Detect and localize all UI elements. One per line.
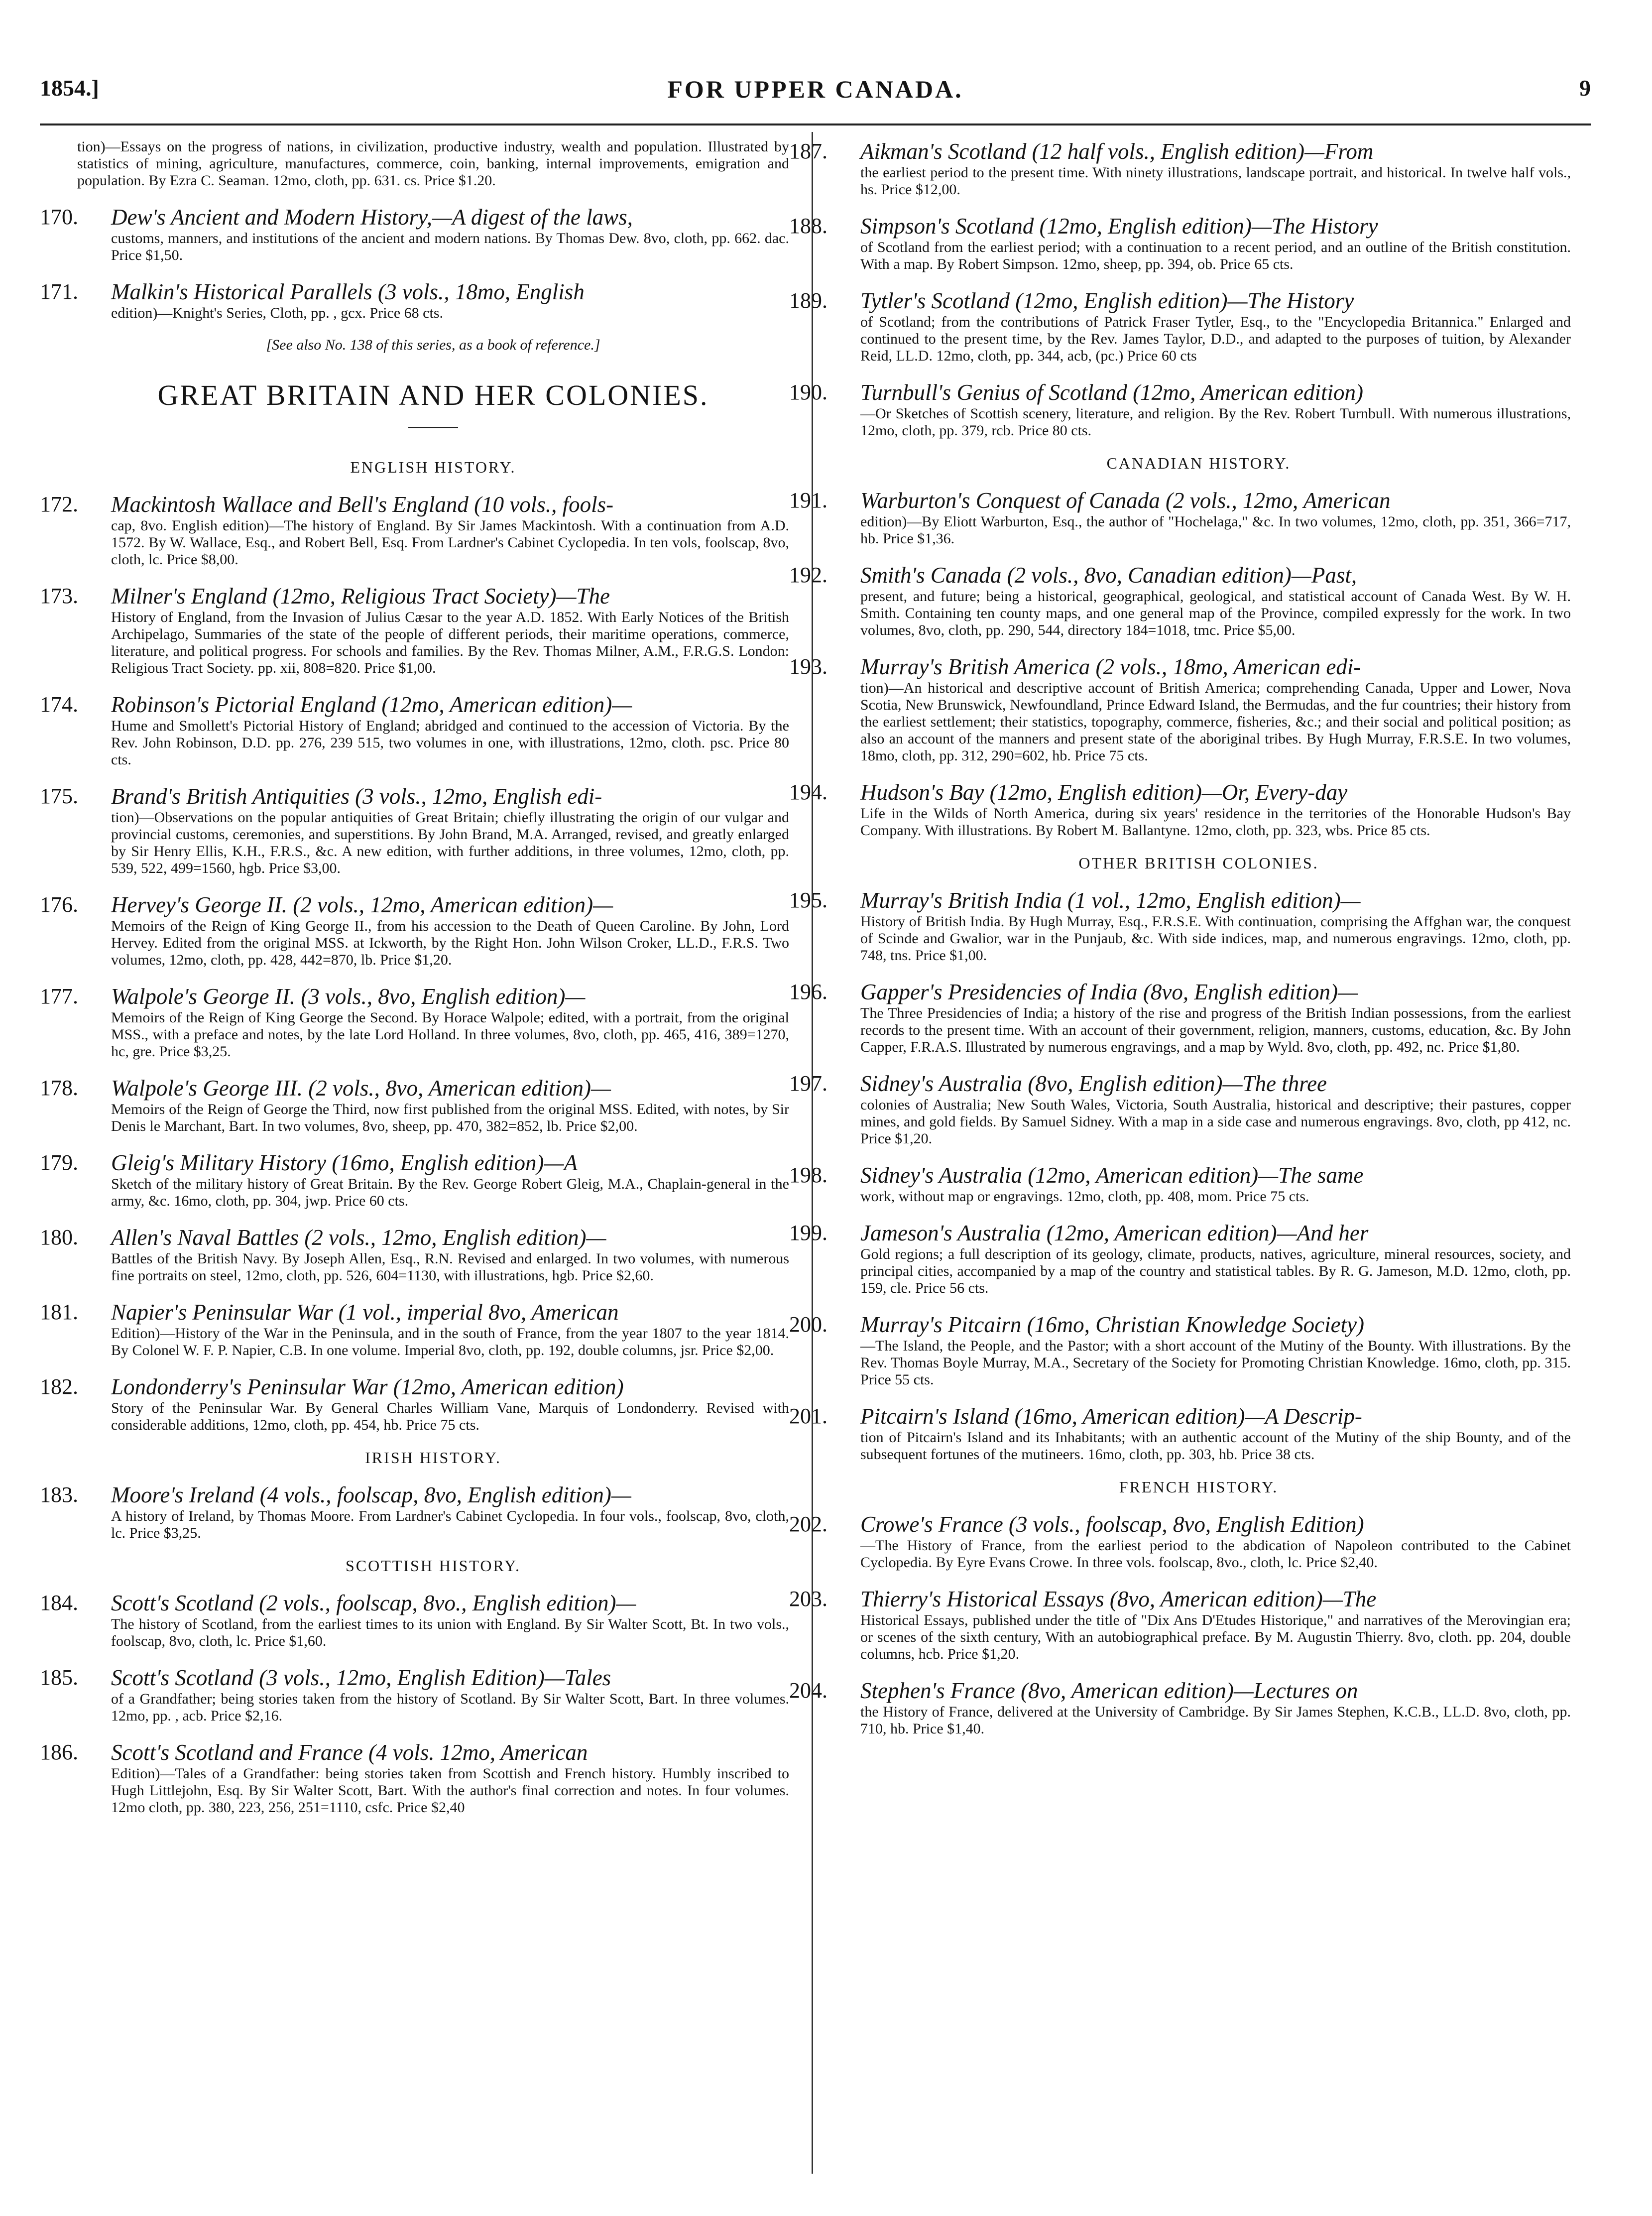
catalog-entry-201 — [789, 1403, 1571, 1463]
catalog-entry-174 — [40, 692, 789, 768]
entry-heading: Walpole's George II. (3 vols., 8vo, English edition)— — [111, 984, 586, 1009]
catalog-entry-176 — [40, 892, 789, 969]
entry-body: Sketch of the military history of Great Britain. By the Rev. George Robert Gleig, M.A., Chaplain-general in the army, &c. 16mo, cloth, pp. 304, jwp. Price 60 cts. — [111, 1176, 789, 1209]
catalog-entry-172 — [40, 492, 789, 568]
entry-body: Hume and Smollett's Pictorial History of England; abridged and continued to the accession of Victoria. By the Rev. John Robinson, D.D. pp. 276, 239 515, two volumes in one, with illustrations, 12mo, cloth. psc. Price 80 cts. — [111, 718, 789, 768]
entry-number: 196. — [789, 980, 827, 1004]
continued-entry — [77, 138, 789, 189]
entry-number: 190. — [789, 380, 827, 404]
catalog-entry-192 — [789, 562, 1571, 639]
catalog-entry-199 — [789, 1220, 1571, 1297]
entry-heading: Moore's Ireland (4 vols., foolscap, 8vo, English edition)— — [111, 1482, 631, 1507]
entry-number: 204. — [789, 1678, 827, 1703]
entry-number: 192. — [789, 563, 827, 587]
entry-body: Edition)—History of the War in the Peninsula, and in the south of France, from the year 1807 to the year 1814. By Colonel W. F. P. Napier, C.B. In one volume. Imperial 8vo, cloth, pp. 192, double columns, jsr. Price $2,00. — [111, 1325, 789, 1358]
entry-heading: Smith's Canada (2 vols., 8vo, Canadian edition)—Past, — [860, 563, 1357, 588]
entry-number: 171. — [40, 279, 78, 304]
right-column — [789, 138, 1571, 1752]
entry-number: 202. — [789, 1512, 827, 1536]
entry-heading: Robinson's Pictorial England (12mo, American edition)— — [111, 692, 632, 717]
subsection-scottish: SCOTTISH HISTORY. — [345, 1557, 521, 1575]
page-header — [40, 75, 1591, 115]
entry-body: tion of Pitcairn's Island and its Inhabitants; with an authentic account of the Mutiny of the ship Bounty, and of the subsequent fortunes of the mutineers. 16mo, cloth, pp. 303, hb. Price 38 cts. — [860, 1429, 1571, 1463]
entry-heading: Warburton's Conquest of Canada (2 vols., 12mo, American — [860, 488, 1391, 513]
catalog-entry-196 — [789, 979, 1571, 1056]
entry-number: 194. — [789, 780, 827, 804]
entry-heading: Thierry's Historical Essays (8vo, American edition)—The — [860, 1587, 1377, 1611]
entry-body: of Scotland from the earliest period; with a continuation to a recent period, and an outline of the British constitution. With a map. By Robert Simpson. 12mo, sheep, pp. 394, ob. Price 65 cts. — [860, 239, 1571, 272]
catalog-entry-170 — [40, 204, 789, 264]
entry-body: present, and future; being a historical, geographical, geological, and statistical account of Canada West. By W. H. Smith. Containing ten county maps, and one general map of the Province, compiled expressly for the work. In two volumes, 8vo, cloth, pp. 290, 544, directory 184=1018, tmc. Price $5,00. — [860, 588, 1571, 638]
entry-heading: Londonderry's Peninsular War (12mo, American edition) — [111, 1374, 624, 1399]
entry-body: —The History of France, from the earliest period to the abdication of Napoleon contributed to the Cabinet Cyclopedia. By Eyre Evans Crowe. In three vols. foolscap, 8vo., cloth, lc. Price $2,40. — [860, 1537, 1571, 1571]
entry-body: History of England, from the Invasion of Julius Cæsar to the year A.D. 1852. With Early Notices of the British Archipelago, Summaries of the state of the people of different periods, their maritime operations, commerce, literature, and political progress. For schools and families. By the Rev. Thomas Milner, A.M., F.R.G.S. London: Religious Tract Society. pp. xii, 808=820. Price $1,00. — [111, 609, 789, 676]
catalog-entry-190 — [789, 379, 1571, 439]
entry-body: cap, 8vo. English edition)—The history of England. By Sir James Mackintosh. With a continuation from A.D. 1572. By W. Wallace, Esq., and Robert Bell, Esq. From Lardner's Cabinet Cyclopedia. In ten vols, foolscap, 8vo, cloth, lc. Price $8,00. — [111, 517, 789, 568]
entry-number: 173. — [40, 584, 78, 608]
entry-heading: Scott's Scotland and France (4 vols. 12mo, American — [111, 1740, 588, 1765]
catalog-entry-194 — [789, 779, 1571, 839]
entry-body: the earliest period to the present time. With ninety illustrations, landscape portrait, and historical. In twelve half vols., hs. Price $12,00. — [860, 164, 1571, 198]
header-title: FOR UPPER CANADA. — [667, 75, 963, 103]
entry-heading: Pitcairn's Island (16mo, American edition)—A Descrip- — [860, 1404, 1362, 1429]
entry-number: 184. — [40, 1591, 78, 1615]
entry-number: 191. — [789, 488, 827, 512]
section-title: GREAT BRITAIN AND HER COLONIES. — [157, 379, 709, 411]
entry-number: 179. — [40, 1150, 78, 1175]
entry-heading: Brand's British Antiquities (3 vols., 12mo, English edi- — [111, 784, 602, 809]
entry-heading: Milner's England (12mo, Religious Tract Society)—The — [111, 584, 610, 609]
entry-number: 172. — [40, 492, 78, 516]
catalog-entry-183 — [40, 1482, 789, 1542]
entry-body: Memoirs of the Reign of King George II., from his accession to the Death of Queen Caroline. By John, Lord Hervey. Edited from the original MSS. at Ickworth, by the Right Hon. John Wilson Croker, LL.D., F.R.S. Two volumes, 12mo, cloth, pp. 428, 442=870, lb. Price $1,20. — [111, 918, 789, 968]
entry-body: —Or Sketches of Scottish scenery, literature, and religion. By the Rev. Robert Turnbull. With numerous illustrations, 12mo, cloth, pp. 379, rcb. Price 80 cts. — [860, 405, 1571, 439]
header-year: 1854.] — [40, 75, 99, 101]
entry-number: 197. — [789, 1071, 827, 1096]
entry-number: 181. — [40, 1300, 78, 1324]
entry-number: 189. — [789, 288, 827, 313]
entry-number: 175. — [40, 784, 78, 808]
entry-body: —The Island, the People, and the Pastor; with a short account of the Mutiny of the Bounty. With illustrations. By the Rev. Thomas Boyle Murray, M.A., Secretary of the Society for Promoting Christian Knowledge. 16mo, cloth, pp. 315. Price 55 cts. — [860, 1338, 1571, 1388]
page-number: 9 — [1579, 75, 1591, 101]
entry-number: 195. — [789, 888, 827, 912]
entry-number: 185. — [40, 1665, 78, 1690]
subsection-french: FRENCH HISTORY. — [1119, 1478, 1279, 1496]
entry-body: The history of Scotland, from the earliest times to its union with England. By Sir Walter Scott, Bt. In two vols., foolscap, 8vo, cloth, lc. Price $1,60. — [111, 1616, 789, 1649]
entry-heading: Mackintosh Wallace and Bell's England (10 vols., fools- — [111, 492, 614, 517]
catalog-entry-191 — [789, 488, 1571, 547]
entry-heading: Simpson's Scotland (12mo, English edition)—The History — [860, 214, 1378, 239]
entry-body: tion)—Essays on the progress of nations, in civilization, productive industry, wealth and population. Illustrated by statistics of mining, agriculture, manufactures, commerce, coin, banking, internal improvements, emigration and population. By Ezra C. Seaman. 12mo, cloth, pp. 631. cs. Price $1.20. — [77, 138, 789, 189]
catalog-entry-202 — [789, 1511, 1571, 1571]
catalog-entry-197 — [789, 1071, 1571, 1147]
entry-number: 188. — [789, 214, 827, 238]
entry-number: 177. — [40, 984, 78, 1008]
entry-heading: Sidney's Australia (12mo, American edition)—The same — [860, 1163, 1364, 1188]
catalog-entry-177 — [40, 984, 789, 1060]
catalog-entry-182 — [40, 1374, 789, 1434]
entry-heading: Gapper's Presidencies of India (8vo, English edition)— — [860, 980, 1358, 1004]
entry-heading: Scott's Scotland (3 vols., 12mo, English Edition)—Tales — [111, 1665, 611, 1690]
entry-heading: Aikman's Scotland (12 half vols., English edition)—From — [860, 139, 1374, 164]
entry-body: Battles of the British Navy. By Joseph Allen, Esq., R.N. Revised and enlarged. In two volumes, with numerous fine portraits on steel, 12mo, cloth, pp. 526, 604=1130, with illustrations, hgb. Price $2,60. — [111, 1250, 789, 1284]
catalog-entry-186 — [40, 1739, 789, 1816]
entry-body: colonies of Australia; New South Wales, Victoria, South Australia, historical and descriptive; their pastures, copper mines, and gold fields. By Samuel Sidney. With a map in a side case and numerous engravings. 8vo, cloth, pp 412, nc. Price $1,20. — [860, 1097, 1571, 1147]
entry-heading: Malkin's Historical Parallels (3 vols., 18mo, English — [111, 279, 585, 304]
catalog-entry-188 — [789, 213, 1571, 273]
entry-body: Story of the Peninsular War. By General Charles William Vane, Marquis of Londonderry. Revised with considerable additions, 12mo, cloth, pp. 454, hb. Price 75 cts. — [111, 1400, 789, 1433]
entry-number: 170. — [40, 205, 78, 229]
subsection-irish: IRISH HISTORY. — [365, 1449, 501, 1467]
entry-heading: Crowe's France (3 vols., foolscap, 8vo, English Edition) — [860, 1512, 1364, 1537]
entry-number: 186. — [40, 1740, 78, 1764]
entry-body: work, without map or engravings. 12mo, cloth, pp. 408, mom. Price 75 cts. — [860, 1188, 1309, 1205]
subsection-other-colonies: OTHER BRITISH COLONIES. — [1078, 854, 1319, 872]
catalog-entry-204 — [789, 1678, 1571, 1737]
catalog-entry-179 — [40, 1150, 789, 1210]
entry-number: 182. — [40, 1374, 78, 1399]
catalog-entry-173 — [40, 583, 789, 677]
catalog-entry-198 — [789, 1162, 1571, 1205]
catalog-entry-195 — [789, 887, 1571, 964]
entry-number: 187. — [789, 139, 827, 163]
entry-body: Edition)—Tales of a Grandfather: being stories taken from Scottish and French history. Humbly inscribed to Hugh Littlejohn, Esq. By Sir Walter Scott, Bart. With the author's final correction and notes. In four volumes. 12mo cloth, pp. 380, 223, 256, 251=1110, csfc. Price $2,40 — [111, 1765, 789, 1816]
entry-heading: Walpole's George III. (2 vols., 8vo, American edition)— — [111, 1076, 611, 1101]
entry-heading: Gleig's Military History (16mo, English edition)—A — [111, 1150, 578, 1175]
entry-number: 200. — [789, 1312, 827, 1337]
catalog-entry-193 — [789, 654, 1571, 764]
entry-body: Life in the Wilds of North America, during six years' residence in the territories of the Honorable Hudson's Bay Company. With illustrations. By Robert M. Ballantyne. 12mo, cloth, pp. 323, wbs. Price 85 cts. — [860, 805, 1571, 839]
entry-heading: Sidney's Australia (8vo, English edition)—The three — [860, 1071, 1327, 1096]
entry-heading: Turnbull's Genius of Scotland (12mo, American edition) — [860, 380, 1363, 405]
catalog-entry-181 — [40, 1299, 789, 1359]
column-divider — [812, 132, 813, 2174]
entry-number: 174. — [40, 692, 78, 717]
entry-body: Gold regions; a full description of its geology, climate, products, natives, agriculture, mineral resources, society, and principal cities, accompanied by a map of the country and statistical tables. By R. G. Jameson, M.D. 12mo, cloth, pp. 159, cle. Price 56 cts. — [860, 1246, 1571, 1296]
header-rule — [40, 123, 1591, 125]
entry-heading: Murray's British India (1 vol., 12mo, English edition)— — [860, 888, 1361, 913]
subsection-canadian: CANADIAN HISTORY. — [1106, 454, 1291, 472]
entry-heading: Hudson's Bay (12mo, English edition)—Or, Every-day — [860, 780, 1348, 805]
section-rule — [408, 427, 458, 428]
entry-heading: Murray's Pitcairn (16mo, Christian Knowledge Society) — [860, 1312, 1365, 1337]
catalog-entry-185 — [40, 1665, 789, 1724]
catalog-entry-180 — [40, 1225, 789, 1284]
entry-body: tion)—An historical and descriptive account of British America; comprehending Canada, Upper and Lower, Nova Scotia, New Brunswick, Newfoundland, Prince Edward Island, the Bermudas, and the fur countries; their history from the earliest settlement; their statistics, topography, commerce, fisheries, &c.; and their social and political position; as also an account of the manners and present state of the aboriginal tribes. By Hugh Murray, F.R.S.E. In two volumes, 18mo, cloth, pp. 312, 290=602, hb. Price 75 cts. — [860, 680, 1571, 764]
entry-number: 183. — [40, 1482, 78, 1507]
catalog-entry-171 — [40, 279, 789, 322]
entry-heading: Scott's Scotland (2 vols., foolscap, 8vo., English edition)— — [111, 1591, 636, 1615]
entry-heading: Napier's Peninsular War (1 vol., imperial 8vo, American — [111, 1300, 619, 1325]
entry-heading: Murray's British America (2 vols., 18mo, American edi- — [860, 654, 1361, 679]
entry-body: edition)—Knight's Series, Cloth, pp. , gcx. Price 68 cts. — [111, 305, 444, 321]
entry-body: Memoirs of the Reign of George the Third, now first published from the original MSS. Edited, with notes, by Sir Denis le Marchant, Bart. In two volumes, 8vo, sheep, pp. 470, 382=852, lb. Price $2,00. — [111, 1101, 789, 1134]
entry-heading: Allen's Naval Battles (2 vols., 12mo, English edition)— — [111, 1225, 606, 1250]
catalog-entry-184 — [40, 1590, 789, 1650]
entry-number: 203. — [789, 1587, 827, 1611]
entry-body: History of British India. By Hugh Murray, Esq., F.R.S.E. With continuation, comprising the Affghan war, the conquest of Scinde and Gwalior, war in the Punjaub, &c. With side indices, map, and numerous engravings. 12mo, cloth, pp. 748, tns. Price $1,00. — [860, 913, 1571, 964]
entry-body: of Scotland; from the contributions of Patrick Fraser Tytler, Esq., to the "Encyclopedia Britannica." Enlarged and continued to the present time, by the Rev. James Taylor, D.D., and adapted to the purposes of tuition, by Alexander Reid, LL.D. 12mo, cloth, pp. 344, acb, (pc.) Price 60 cts — [860, 314, 1571, 364]
entry-body: tion)—Observations on the popular antiquities of Great Britain; chiefly illustrating the origin of our vulgar and provincial customs, ceremonies, and superstitions. By John Brand, M.A. Arranged, revised, and greatly enlarged by Sir Henry Ellis, K.H., F.R.S., &c. A new edition, with further additions, in three volumes, 12mo, cloth, pp. 539, 522, 499=1560, hgb. Price $3,00. — [111, 809, 789, 876]
reference-note: [See also No. 138 of this series, as a book of reference.] — [266, 337, 600, 353]
entry-number: 198. — [789, 1163, 827, 1187]
subsection-english: ENGLISH HISTORY. — [350, 458, 516, 476]
left-column — [40, 138, 789, 1831]
entry-number: 201. — [789, 1404, 827, 1428]
catalog-entry-189 — [789, 288, 1571, 365]
entry-number: 199. — [789, 1221, 827, 1245]
catalog-entry-203 — [789, 1586, 1571, 1663]
catalog-entry-178 — [40, 1075, 789, 1135]
entry-number: 193. — [789, 654, 827, 679]
entry-heading: Dew's Ancient and Modern History,—A digest of the laws, — [111, 205, 633, 230]
entry-number: 178. — [40, 1076, 78, 1100]
catalog-entry-175 — [40, 783, 789, 877]
entry-body: customs, manners, and institutions of the ancient and modern nations. By Thomas Dew. 8vo, cloth, pp. 662. dac. Price $1,50. — [111, 230, 789, 263]
entry-body: Memoirs of the Reign of King George the Second. By Horace Walpole; edited, with a portrait, from the original MSS., with a preface and notes, by the late Lord Holland. In three volumes, 8vo, cloth, pp. 465, 416, 389=1270, hc, gre. Price $3,25. — [111, 1009, 789, 1060]
catalog-entry-187 — [789, 138, 1571, 198]
entry-body: edition)—By Eliott Warburton, Esq., the author of "Hochelaga," &c. In two volumes, 12mo, cloth, pp. 351, 366=717, hb. Price $1,36. — [860, 513, 1571, 547]
entry-heading: Tytler's Scotland (12mo, English edition)—The History — [860, 288, 1354, 313]
catalog-entry-200 — [789, 1312, 1571, 1388]
entry-heading: Stephen's France (8vo, American edition)—Lectures on — [860, 1678, 1358, 1703]
entry-body: Historical Essays, published under the title of "Dix Ans D'Etudes Historique," and narratives of the Merovingian era; or scenes of the sixth century, With an autobiographical preface. By M. Augustin Thierry. 8vo, cloth. pp. 204, double columns, hcb. Price $1,20. — [860, 1612, 1571, 1662]
entry-body: the History of France, delivered at the University of Cambridge. By Sir James Stephen, K.C.B., LL.D. 8vo, cloth, pp. 710, hb. Price $1,40. — [860, 1704, 1571, 1737]
entry-body: of a Grandfather; being stories taken from the history of Scotland. By Sir Walter Scott, Bart. In three volumes. 12mo, pp. , acb. Price $2,16. — [111, 1691, 789, 1724]
entry-heading: Jameson's Australia (12mo, American edition)—And her — [860, 1221, 1369, 1245]
entry-body: A history of Ireland, by Thomas Moore. From Lardner's Cabinet Cyclopedia. In four vols., foolscap, 8vo, cloth, lc. Price $3,25. — [111, 1508, 789, 1541]
entry-number: 180. — [40, 1225, 78, 1249]
entry-number: 176. — [40, 892, 78, 917]
entry-body: The Three Presidencies of India; a history of the rise and progress of the British Indian possessions, from the earliest records to the present time. With an account of their government, religion, manners, customs, education, &c. By John Capper, F.R.A.S. Illustrated by numerous engravings, and a map by Wyld. 8vo, cloth, pp. 492, nc. Price $1,80. — [860, 1005, 1571, 1055]
entry-heading: Hervey's George II. (2 vols., 12mo, American edition)— — [111, 892, 613, 917]
